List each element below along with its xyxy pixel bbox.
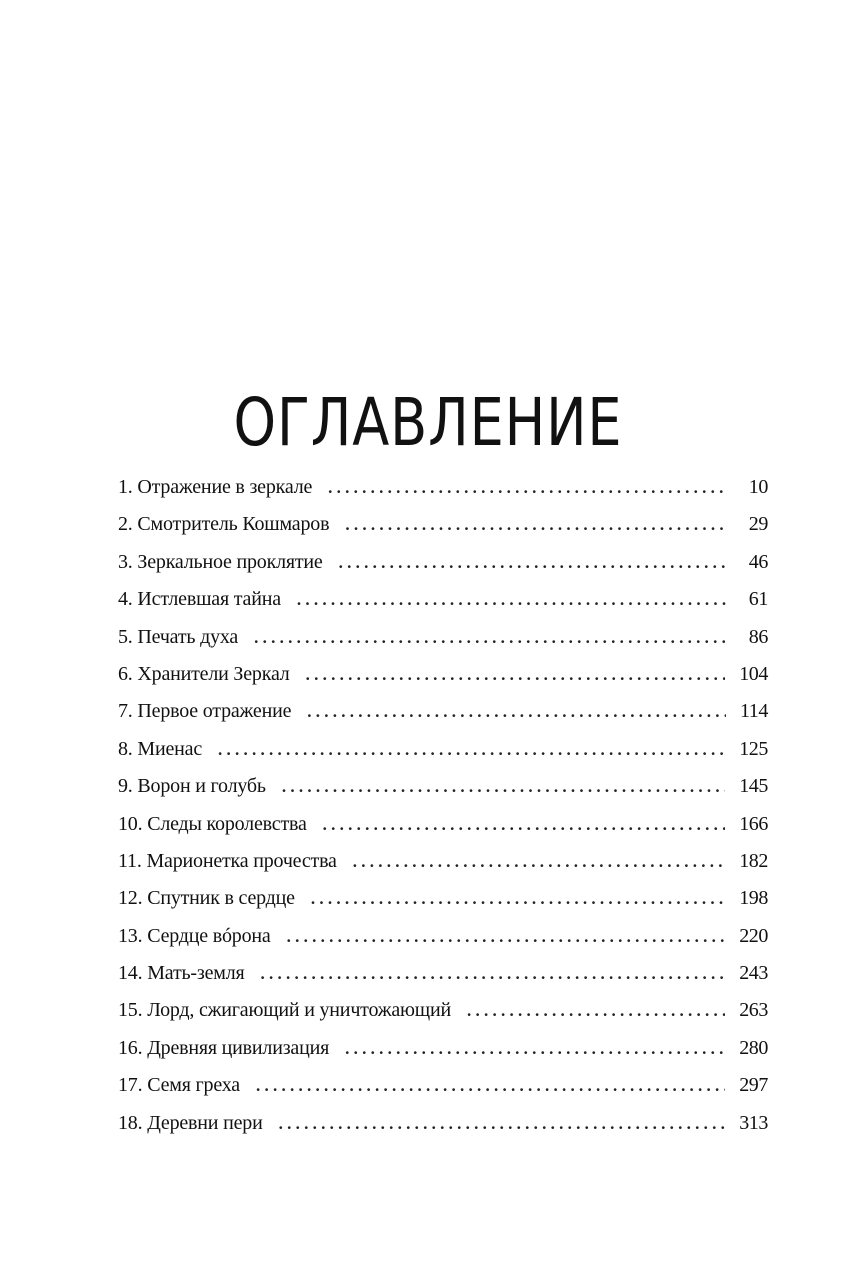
toc-dot-leader [282, 768, 725, 805]
toc-page-number: 104 [739, 662, 768, 685]
toc-page-number: 263 [739, 999, 768, 1022]
toc-dot-leader [345, 506, 728, 543]
toc-page-number: 166 [739, 812, 768, 835]
toc-entry-title: 3. Зеркальное проклятие [118, 550, 323, 573]
toc-page-number: 220 [739, 924, 768, 947]
toc-page-number: 182 [739, 849, 768, 872]
toc-entry-title: 1. Отражение в зеркале [118, 476, 313, 498]
toc-page-number: 243 [739, 962, 768, 985]
toc-entry[interactable] [118, 506, 768, 543]
toc-entry[interactable] [118, 843, 768, 880]
toc-page-number: 86 [748, 625, 768, 648]
toc-entry[interactable] [118, 544, 768, 581]
toc-entry-title: 9. Ворон и голубь [118, 775, 266, 798]
toc-page-number: 198 [739, 887, 768, 910]
toc-entry-title: 7. Первое отражение [118, 700, 292, 723]
toc-dot-leader [254, 619, 728, 656]
toc-entry[interactable] [118, 992, 768, 1029]
toc-dot-leader [307, 693, 726, 730]
toc-entry-title: 13. Сердце вóрона [118, 924, 271, 947]
toc-dot-leader [260, 955, 725, 992]
toc-entry[interactable] [118, 581, 768, 618]
toc-entry-title: 2. Смотритель Кошмаров [118, 513, 330, 536]
toc-page-number: 280 [739, 1036, 768, 1059]
toc-entry-title: 10. Следы королевства [118, 812, 307, 835]
toc-dot-leader [328, 469, 728, 506]
toc-dot-leader [218, 731, 725, 768]
toc-entry[interactable] [118, 693, 768, 730]
toc-entry-title: 12. Спутник в сердце [118, 887, 295, 910]
toc-page-number: 114 [739, 700, 768, 723]
toc-dot-leader [339, 544, 728, 581]
toc-dot-leader [345, 1030, 725, 1067]
toc-page-number: 61 [748, 588, 768, 611]
toc-page-number: 297 [739, 1074, 768, 1097]
toc-dot-leader [256, 1067, 725, 1104]
toc-entry[interactable] [118, 918, 768, 955]
toc-entry-title: 4. Истлевшая тайна [118, 588, 281, 611]
toc-entry-title: 6. Хранители Зеркал [118, 662, 290, 685]
toc-entry[interactable] [118, 619, 768, 656]
toc-entry-title: 14. Мать-земля [118, 962, 245, 985]
toc-page-number: 125 [739, 737, 768, 760]
toc-entry-title: 17. Семя греха [118, 1074, 240, 1097]
toc-dot-leader [306, 656, 726, 693]
toc-entry-title: 16. Древняя цивилизация [118, 1036, 330, 1059]
toc-dot-leader [323, 806, 726, 843]
toc-entry[interactable] [118, 880, 768, 917]
toc-entry-title: 8. Миенас [118, 737, 203, 760]
toc-entry-title: 5. Печать духа [118, 625, 239, 648]
toc-page-number: 313 [739, 1111, 768, 1134]
toc-page-number: 145 [739, 775, 768, 798]
toc-entry[interactable] [118, 1067, 768, 1104]
toc-entry[interactable] [118, 731, 768, 768]
toc-entry[interactable] [118, 656, 768, 693]
table-of-contents [118, 469, 768, 1142]
toc-page-number: 29 [748, 513, 768, 536]
toc-entry[interactable] [118, 1105, 768, 1142]
toc-entry[interactable] [118, 955, 768, 992]
toc-entry-title: 11. Марионетка прочества [118, 849, 337, 872]
toc-dot-leader [297, 581, 728, 618]
toc-entry-title: 15. Лорд, сжигающий и уничтожающий [118, 999, 451, 1022]
page-title: ОГЛАВЛЕНИЕ [233, 384, 623, 462]
toc-dot-leader [287, 918, 726, 955]
toc-entry[interactable] [118, 1030, 768, 1067]
toc-entry-title: 18. Деревни пери [118, 1111, 263, 1134]
toc-dot-leader [311, 880, 725, 917]
toc-dot-leader [353, 843, 725, 880]
toc-dot-leader [467, 992, 725, 1029]
toc-entry[interactable] [118, 469, 768, 506]
toc-page-number: 10 [748, 476, 768, 498]
toc-dot-leader [279, 1105, 726, 1142]
toc-entry[interactable] [118, 806, 768, 843]
toc-page-number: 46 [748, 550, 768, 573]
toc-entry[interactable] [118, 768, 768, 805]
